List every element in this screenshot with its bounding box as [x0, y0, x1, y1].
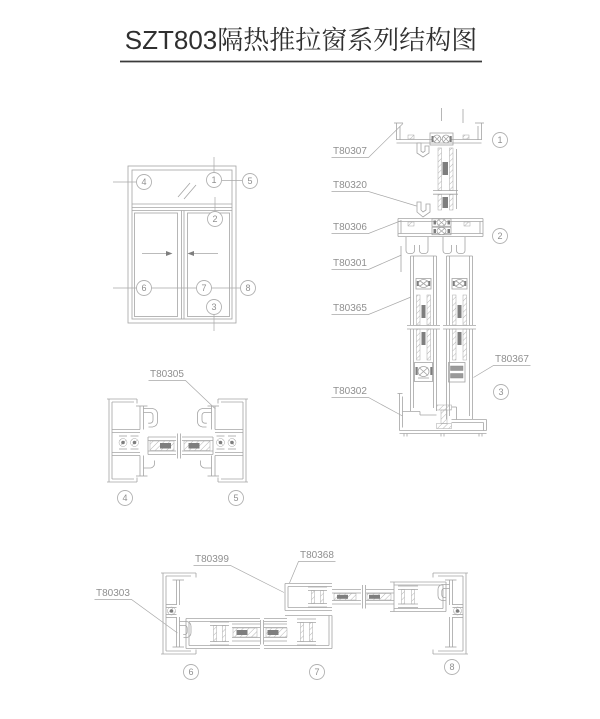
label-t80301	[332, 255, 402, 270]
callout-8-section	[445, 660, 460, 675]
callout-6-section	[184, 665, 199, 680]
svg-text:3: 3	[498, 387, 504, 397]
svg-text:1: 1	[211, 175, 217, 185]
elevation-view	[113, 157, 242, 331]
svg-text:T80368: T80368	[300, 550, 334, 561]
callout-8-elevation	[241, 281, 256, 296]
sash-sections	[407, 256, 476, 419]
roller-t80367	[449, 363, 466, 383]
callout-5-elevation	[243, 174, 258, 189]
label-t80365	[332, 297, 412, 315]
svg-text:T80306: T80306	[333, 222, 367, 233]
svg-text:1: 1	[497, 135, 503, 145]
callout-4-section	[118, 491, 133, 506]
svg-text:T80365: T80365	[333, 303, 367, 314]
label-t80303	[95, 588, 178, 633]
drawing-title: SZT803隔热推拉窗系列结构图	[124, 25, 478, 55]
svg-text:T80301: T80301	[333, 258, 367, 269]
callout-3-elevation	[207, 300, 222, 315]
svg-text:T80307: T80307	[333, 146, 367, 157]
fixed-glass-unit	[433, 148, 458, 210]
callout-2-section	[493, 229, 508, 244]
vertical-section	[394, 108, 487, 437]
head-glazing-bead	[417, 143, 429, 157]
svg-text:T80399: T80399	[195, 554, 229, 565]
right-sash-panel	[188, 213, 230, 317]
label-t80306	[332, 221, 402, 234]
sash-glazing-left	[417, 295, 431, 360]
label-t80368	[290, 550, 336, 583]
slide-arrow-right	[188, 251, 219, 256]
meeting-stile-upper	[285, 584, 332, 611]
transom-glazing-bead	[417, 202, 430, 217]
callout-7-section	[310, 665, 325, 680]
callout-4-elevation	[137, 175, 152, 190]
svg-text:6: 6	[141, 283, 147, 293]
horizontal-section-lower	[161, 573, 468, 654]
svg-text:T80302: T80302	[333, 386, 367, 397]
horizontal-section-upper	[107, 399, 248, 482]
svg-text:6: 6	[188, 667, 194, 677]
transom-clamp-rollers	[432, 219, 451, 235]
svg-text:3: 3	[211, 302, 217, 312]
sill-track	[437, 405, 452, 429]
svg-text:T80367: T80367	[495, 354, 529, 365]
callout-2-elevation	[208, 212, 223, 227]
svg-text:2: 2	[212, 214, 218, 224]
svg-text:5: 5	[247, 176, 253, 186]
svg-text:T80320: T80320	[333, 180, 367, 191]
right-sash-rail	[285, 582, 446, 612]
left-sash-panel	[135, 213, 178, 317]
callout-7-elevation	[197, 281, 212, 296]
label-t80367	[474, 354, 531, 378]
svg-text:T80305: T80305	[150, 369, 184, 380]
svg-text:T80303: T80303	[96, 588, 130, 599]
label-t80399	[194, 554, 285, 593]
callout-6-elevation	[137, 281, 152, 296]
meeting-stile-lower	[285, 616, 332, 649]
label-t80302	[332, 386, 403, 416]
svg-text:2: 2	[497, 231, 503, 241]
glass-unit-horizontal	[148, 434, 213, 459]
top-roller-right	[452, 279, 467, 290]
svg-text:7: 7	[201, 283, 207, 293]
svg-text:8: 8	[245, 283, 251, 293]
label-t80305	[149, 369, 216, 409]
svg-text:4: 4	[122, 493, 128, 503]
bottom-roller-left	[415, 363, 433, 382]
svg-text:8: 8	[449, 662, 455, 672]
left-sash-rail	[186, 616, 332, 649]
svg-text:4: 4	[141, 177, 147, 187]
sash-glazing-right	[453, 295, 467, 360]
slide-arrow-left	[142, 251, 173, 256]
jamb-profile-bottom	[161, 573, 196, 654]
top-roller-left	[416, 279, 431, 290]
label-t80320	[332, 180, 417, 206]
callout-1-section	[493, 133, 508, 148]
callout-3-section	[494, 385, 509, 400]
svg-text:5: 5	[233, 493, 239, 503]
callout-5-section	[229, 491, 244, 506]
glass-hatch-mark	[178, 183, 196, 199]
svg-text:7: 7	[314, 667, 320, 677]
label-t80307	[332, 124, 404, 158]
callout-1-elevation	[207, 173, 222, 188]
